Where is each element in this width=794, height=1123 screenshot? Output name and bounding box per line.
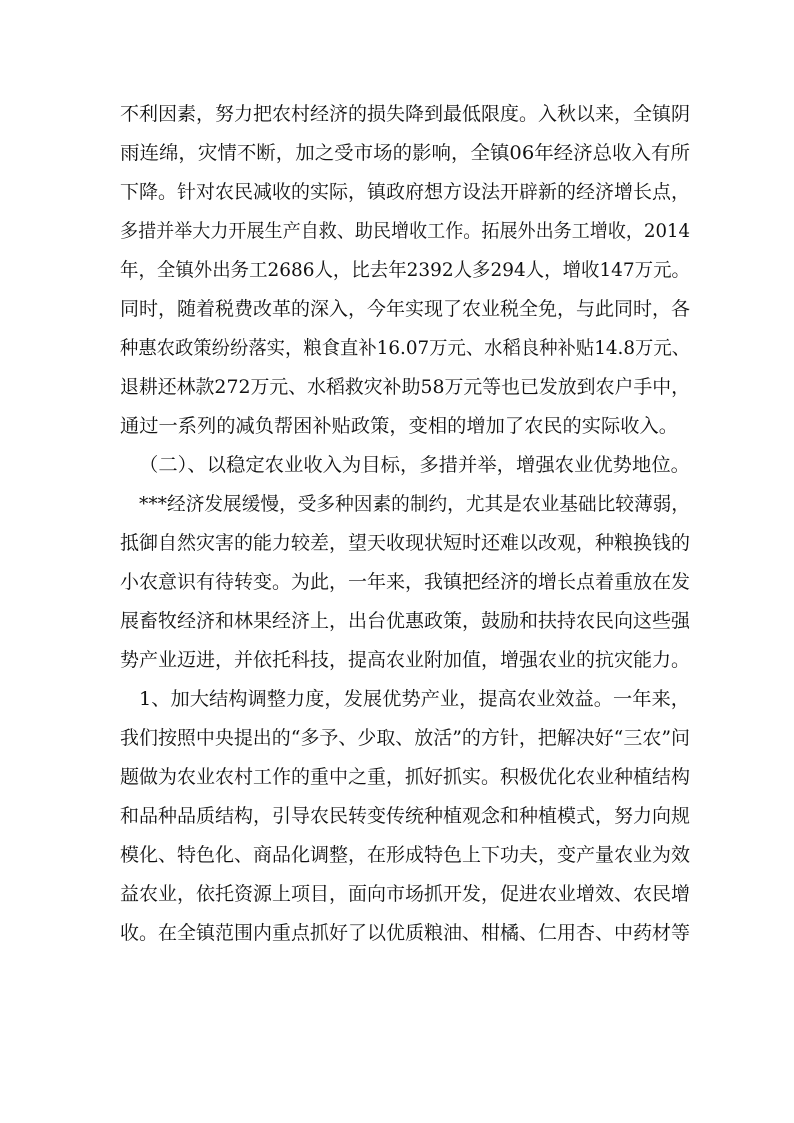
text-line-content: 收。在全镇范围内重点抓好了以优质粮油、柑橘、仁用杏、中药材等: [120, 922, 691, 944]
text-line-content: 势产业迈进，并依托科技，提高农业附加值，增强农业的抗灾能力。: [120, 649, 691, 671]
text-line: [0, 98, 794, 130]
text-line-content: 1、加大结构调整力度，发展优势产业，提高农业效益。一年来，: [139, 688, 691, 710]
text-line: [0, 683, 794, 715]
text-line: [0, 527, 794, 559]
text-line-content: ***经济发展缓慢，受多种因素的制约，尤其是农业基础比较薄弱，: [139, 493, 690, 515]
text-line: [0, 215, 794, 247]
text-line-content: 展畜牧经济和林果经济上，出台优惠政策，鼓励和扶持农民向这些强: [120, 610, 691, 632]
text-line: [0, 488, 794, 520]
text-line: [0, 293, 794, 325]
text-line: [0, 800, 794, 832]
text-line: [0, 839, 794, 871]
text-line-content: 多措并举大力开展生产自救、助民增收工作。拓展外出务工增收，2014: [120, 220, 690, 242]
text-line-content: 益农业，依托资源上项目，面向市场抓开发，促进农业增效、农民增: [120, 883, 691, 905]
text-line-content: 模化、特色化、商品化调整，在形成特色上下功夫，变产量农业为效: [120, 844, 691, 866]
text-line-content: 雨连绵，灾情不断，加之受市场的影响，全镇06年经济总收入有所: [120, 142, 690, 164]
text-line: [0, 878, 794, 910]
text-line: [0, 605, 794, 637]
text-line: [0, 176, 794, 208]
text-line-content: 下降。针对农民减收的实际，镇政府想方设法开辟新的经济增长点，: [120, 181, 691, 203]
text-line: [0, 761, 794, 793]
text-line: [0, 566, 794, 598]
text-line: [0, 917, 794, 949]
section-heading-text: （二）、以稳定农业收入为目标，多措并举，增强农业优势地位。: [139, 454, 690, 476]
text-line-content: 我们按照中央提出的“多予、少取、放活”的方针，把解决好“三农”问: [120, 727, 691, 749]
text-line-content: 通过一系列的减负帮困补贴政策，变相的增加了农民的实际收入。: [120, 415, 679, 437]
text-line: [0, 371, 794, 403]
text-line-content: 同时，随着税费改革的深入，今年实现了农业税全免，与此同时，各: [120, 298, 691, 320]
text-line-content: 年，全镇外出务工2686人，比去年2392人多294人，增收147万元。: [120, 259, 690, 281]
text-line-content: 抵御自然灾害的能力较差，望天收现状短时还难以改观，种粮换钱的: [120, 532, 691, 554]
text-line-content: 和品种品质结构，引导农民转变传统种植观念和种植模式，努力向规: [120, 805, 691, 827]
text-line-content: 种惠农政策纷纷落实，粮食直补16.07万元、水稻良种补贴14.8万元、: [120, 337, 691, 359]
text-line-content: 小农意识有待转变。为此，一年来，我镇把经济的增长点着重放在发: [120, 571, 691, 593]
text-line: [0, 644, 794, 676]
text-line: [0, 332, 794, 364]
text-line: [0, 410, 794, 442]
text-line: [0, 254, 794, 286]
text-line: [0, 137, 794, 169]
text-line: [0, 722, 794, 754]
text-line-content: 退耕还林款272万元、水稻救灾补助58万元等也已发放到农户手中，: [120, 376, 691, 398]
section-heading: [0, 449, 794, 481]
text-line-content: 不利因素，努力把农村经济的损失降到最低限度。入秋以来，全镇阴: [120, 103, 691, 125]
text-line-content: 题做为农业农村工作的重中之重，抓好抓实。积极优化农业种植结构: [120, 766, 691, 788]
